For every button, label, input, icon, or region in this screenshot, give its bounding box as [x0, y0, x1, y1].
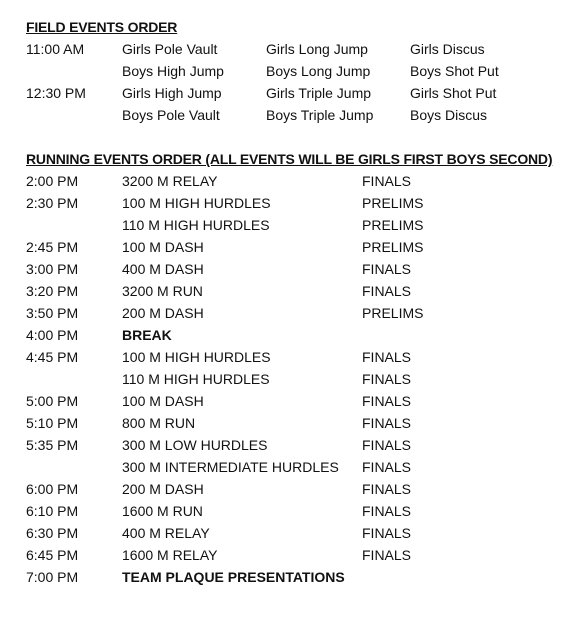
field-event: Boys Pole Vault [122, 107, 220, 123]
running-row [26, 478, 556, 500]
running-event: 3200 M RUN [122, 283, 203, 299]
running-event: 300 M INTERMEDIATE HURDLES [122, 459, 339, 475]
running-round: FINALS [362, 261, 412, 277]
field-row [26, 38, 556, 60]
running-row [26, 192, 556, 214]
running-time: 5:00 PM [26, 393, 79, 409]
running-event: 110 M HIGH HURDLES [122, 371, 270, 387]
running-time: 6:10 PM [26, 503, 79, 519]
running-event: 100 M HIGH HURDLES [122, 195, 271, 211]
running-event: 1600 M RUN [122, 503, 203, 519]
running-round: FINALS [362, 349, 412, 365]
running-time: 5:10 PM [26, 415, 79, 431]
running-event: 100 M HIGH HURDLES [122, 349, 271, 365]
running-row [26, 170, 556, 192]
running-time: 3:50 PM [26, 305, 79, 321]
running-row [26, 214, 556, 236]
running-event: 200 M DASH [122, 481, 204, 497]
running-event: TEAM PLAQUE PRESENTATIONS [122, 569, 345, 585]
running-time: 3:20 PM [26, 283, 79, 299]
running-event: 800 M RUN [122, 415, 196, 431]
running-time: 6:45 PM [26, 547, 79, 563]
running-round: FINALS [362, 437, 412, 453]
running-time: 3:00 PM [26, 261, 79, 277]
running-event: 1600 M RELAY [122, 547, 218, 563]
running-time: 4:45 PM [26, 349, 79, 365]
field-row [26, 82, 556, 104]
running-round: FINALS [362, 503, 412, 519]
running-event: 3200 M RELAY [122, 173, 218, 189]
running-row [26, 390, 556, 412]
running-row [26, 456, 556, 478]
field-event: Boys Triple Jump [266, 107, 374, 123]
section-spacer [26, 126, 556, 148]
field-event: Girls Pole Vault [122, 41, 218, 57]
running-row [26, 434, 556, 456]
field-event: Girls Shot Put [410, 85, 497, 101]
running-row [26, 258, 556, 280]
running-round: PRELIMS [362, 239, 424, 255]
running-event: 300 M LOW HURDLES [122, 437, 268, 453]
running-row [26, 544, 556, 566]
running-event: 400 M RELAY [122, 525, 210, 541]
running-time: 2:00 PM [26, 173, 79, 189]
running-round: PRELIMS [362, 305, 424, 321]
running-time: 4:00 PM [26, 327, 79, 343]
field-event: Boys Long Jump [266, 63, 371, 79]
running-round: FINALS [362, 371, 412, 387]
running-time: 2:45 PM [26, 239, 79, 255]
running-row [26, 522, 556, 544]
running-row [26, 412, 556, 434]
running-round: FINALS [362, 481, 412, 497]
running-time: 5:35 PM [26, 437, 79, 453]
running-time: 6:00 PM [26, 481, 79, 497]
running-events-table [26, 170, 556, 588]
running-time: 7:00 PM [26, 569, 79, 585]
running-row [26, 280, 556, 302]
running-events-heading: RUNNING EVENTS ORDER (ALL EVENTS WILL BE GIRLS FIRST BOYS SECOND) [26, 151, 553, 167]
field-event: Boys Shot Put [410, 63, 499, 79]
field-event: Girls Discus [410, 41, 485, 57]
running-time: 6:30 PM [26, 525, 79, 541]
field-event: Boys Discus [410, 107, 488, 123]
schedule-document [26, 16, 556, 588]
running-row [26, 324, 556, 346]
running-row [26, 368, 556, 390]
running-event: 110 M HIGH HURDLES [122, 217, 270, 233]
running-round: PRELIMS [362, 217, 424, 233]
running-row [26, 302, 556, 324]
field-event: Girls Triple Jump [266, 85, 372, 101]
running-event: 100 M DASH [122, 239, 204, 255]
field-event: Boys High Jump [122, 63, 224, 79]
running-row [26, 346, 556, 368]
field-events-heading: FIELD EVENTS ORDER [26, 19, 178, 35]
running-row [26, 236, 556, 258]
running-row [26, 500, 556, 522]
running-time: 2:30 PM [26, 195, 79, 211]
field-event: Girls Long Jump [266, 41, 368, 57]
field-time: 12:30 PM [26, 85, 86, 101]
running-round: FINALS [362, 459, 412, 475]
running-event: 100 M DASH [122, 393, 204, 409]
running-round: FINALS [362, 173, 412, 189]
running-round: PRELIMS [362, 195, 424, 211]
running-round: FINALS [362, 525, 412, 541]
running-round: FINALS [362, 393, 412, 409]
running-round: FINALS [362, 415, 412, 431]
running-event: 400 M DASH [122, 261, 204, 277]
field-row [26, 60, 556, 82]
field-event: Girls High Jump [122, 85, 222, 101]
running-row [26, 566, 556, 588]
running-round: FINALS [362, 547, 412, 563]
running-round: FINALS [362, 283, 412, 299]
field-row [26, 104, 556, 126]
field-time: 11:00 AM [26, 41, 85, 57]
running-event: BREAK [122, 327, 172, 343]
field-events-table [26, 38, 556, 126]
running-event: 200 M DASH [122, 305, 204, 321]
